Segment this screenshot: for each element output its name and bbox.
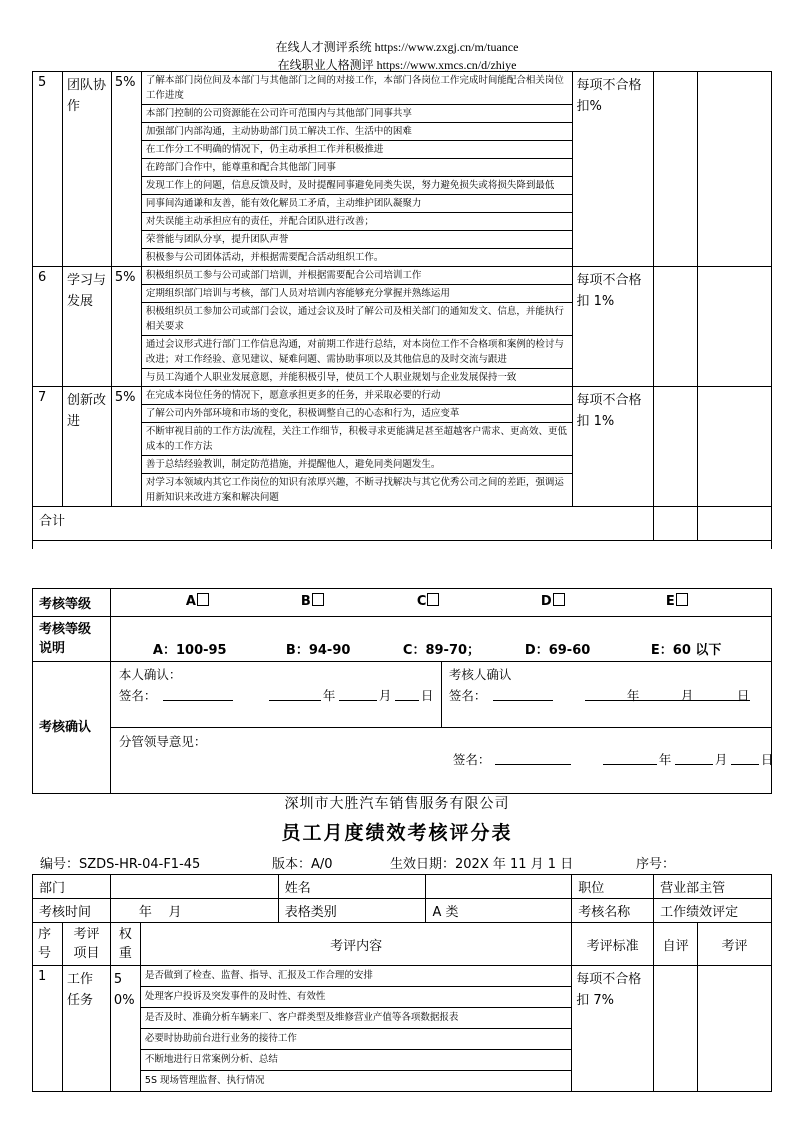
row-standard: 每项不合格扣 1% (572, 387, 654, 507)
detail-item: 发现工作上的问题，信息反馈及时，及时提醒同事避免同类失误，努力避免损失或将损失降到最低 (142, 177, 572, 195)
self-score-cell[interactable] (654, 72, 698, 267)
total-row (33, 507, 772, 541)
row-item: 学习与发展 (62, 267, 111, 387)
detail-item: 了解本部门岗位间及本部门与其他部门之间的对接工作，本部门各岗位工作完成时间能配合相关岗位工作进度 (142, 72, 572, 105)
assessor-year-label: 年 (626, 688, 640, 703)
form-serial: 序号： (636, 857, 676, 872)
row-standard: 每项不合格扣% (572, 72, 654, 267)
grade-desc-d: D：69-60 (524, 643, 591, 658)
detail-item: 通过会议形式进行部门工作信息沟通，对前期工作进行总结，对本岗位工作不合格项和案例的检讨与改进；对工作经验、意见建议、疑难问题、需协助事项以及其他信息的及时交流与跟进 (142, 336, 572, 369)
monthly-evaluation-table (32, 874, 772, 1092)
col-header-self: 自评 (654, 923, 698, 966)
header-line-2: 在线职业人格测评 https://www.xmcs.cn/d/zhiye (277, 58, 517, 72)
dept-value[interactable] (110, 875, 278, 899)
info-row (33, 899, 772, 923)
row-weight: 50% (110, 966, 140, 1092)
detail-item: 定期组织部门培训与考核，部门人员对培训内容能够充分掌握并熟练运用 (142, 285, 572, 303)
row-number: 7 (33, 387, 63, 507)
position-label: 职位 (572, 875, 654, 899)
table-row (33, 966, 772, 1092)
grade-option-b[interactable] (301, 593, 324, 609)
row-number: 5 (33, 72, 63, 267)
eval-score-cell[interactable] (698, 387, 772, 507)
col-header-standard: 考评标准 (572, 923, 654, 966)
total-eval-cell[interactable] (698, 507, 772, 541)
assessor-month-label: 月 (680, 688, 694, 703)
detail-item: 同事间沟通谦和友善，能有效化解员工矛盾，主动维护团队凝聚力 (142, 195, 572, 213)
row-item: 团队协作 (62, 72, 111, 267)
row-standard: 每项不合格扣 1% (572, 267, 654, 387)
spacer-row (33, 541, 772, 549)
detail-item: 积极组织员工参与公司或部门培训，并根据需要配合公司培训工作 (142, 267, 572, 285)
detail-item: 对失误能主动承担应有的责任，并配合团队进行改善； (142, 213, 572, 231)
assessor-day-label: 日 (736, 688, 750, 703)
assessor-sign-label: 签名： (448, 688, 487, 703)
eval-name-label: 考核名称 (572, 899, 654, 923)
self-sign-label: 签名： (118, 688, 157, 703)
row-item: 创新改进 (62, 387, 111, 507)
row-details (141, 267, 572, 387)
detail-item: 在跨部门合作中，能尊重和配合其他部门同事 (142, 159, 572, 177)
row-details (140, 966, 571, 1092)
row-details (141, 72, 572, 267)
leader-sign-line[interactable] (495, 752, 571, 765)
detail-item: 是否做到了检查、监督、指导、汇报及工作合理的安排 (141, 966, 571, 987)
col-header-content: 考评内容 (140, 923, 571, 966)
form-code: 编号：SZDS-HR-04-F1-45 (40, 857, 201, 872)
self-confirm-label: 本人确认： (118, 667, 182, 682)
self-year-line[interactable] (269, 688, 321, 701)
eval-score-cell[interactable] (698, 267, 772, 387)
period-label: 考核时间 (33, 899, 111, 923)
leader-row (33, 728, 772, 794)
col-header-weight: 权重 (110, 923, 140, 966)
leader-year-line[interactable] (603, 752, 657, 765)
assessor-confirm-label: 考核人确认 (448, 667, 512, 682)
form-type-label: 表格类别 (278, 899, 426, 923)
detail-item: 不断地进行日常案例分析、总结 (141, 1050, 571, 1071)
row-item: 工作任务 (62, 966, 110, 1092)
self-day-line[interactable] (395, 688, 419, 701)
table-row (33, 267, 772, 387)
grade-option-label: D (540, 594, 552, 609)
detail-item: 积极组织员工参加公司或部门会议，通过会议及时了解公司及相关部门的通知发文、信息，并能执行相关要求 (142, 303, 572, 336)
eval-score-cell[interactable] (698, 966, 772, 1092)
total-self-cell[interactable] (654, 507, 698, 541)
confirm-label: 考核确认 (33, 662, 111, 794)
row-standard: 每项不合格扣 7% (572, 966, 654, 1092)
grade-row (33, 589, 772, 617)
row-weight: 5% (111, 387, 141, 507)
assessor-sign-line[interactable] (493, 688, 553, 701)
checkbox-icon (676, 593, 688, 606)
evaluation-table-continued (32, 71, 772, 549)
grade-option-label: E (665, 594, 675, 609)
checkbox-icon (197, 593, 209, 606)
col-header-eval: 考评 (698, 923, 772, 966)
confirm-row (33, 662, 772, 728)
detail-item: 处理客户投诉及突发事件的及时性、有效性 (141, 987, 571, 1008)
grade-option-d[interactable] (541, 593, 565, 609)
self-score-cell[interactable] (654, 387, 698, 507)
detail-item: 本部门控制的公司资源能在公司许可范围内与其他部门同事共享 (142, 105, 572, 123)
grade-desc-row (33, 617, 772, 662)
leader-opinion-label: 分管领导意见： (118, 734, 207, 749)
grade-desc-a: A：100-95 (152, 643, 227, 658)
detail-item: 是否及时、准确分析车辆来厂、客户群类型及维修营业产值等各项数据报表 (141, 1008, 571, 1029)
total-label: 合计 (33, 507, 654, 541)
detail-item: 5S 现场管理监督、执行情况 (144, 1075, 265, 1086)
grade-label: 考核等级 (33, 589, 111, 617)
detail-item: 必要时协助前台进行业务的接待工作 (141, 1029, 571, 1050)
self-month-label: 月 (378, 688, 392, 703)
row-number: 1 (33, 966, 63, 1092)
detail-item: 善于总结经验教训，制定防范措施，并提醒他人，避免同类问题发生。 (142, 456, 572, 474)
grade-table (32, 588, 772, 794)
detail-item: 加强部门内部沟通，主动协助部门员工解决工作、生活中的困难 (142, 123, 572, 141)
row-weight: 5% (111, 267, 141, 387)
grade-option-label: C (416, 594, 427, 609)
leader-month-label: 月 (714, 752, 728, 767)
self-month-line[interactable] (339, 688, 377, 701)
detail-item: 在完成本岗位任务的情况下，愿意承担更多的任务，并采取必要的行动 (142, 387, 572, 405)
name-label: 姓名 (278, 875, 426, 899)
form-type-value: A 类 (426, 899, 572, 923)
grade-option-label: B (300, 594, 311, 609)
form-version: 版本：A/0 (272, 857, 333, 872)
column-header-row (33, 923, 772, 966)
detail-item: 对学习本领域内其它工作岗位的知识有浓厚兴趣，不断寻找解决与其它优秀公司之间的差距，强调运用新知识来改进方案和解决问题 (145, 477, 564, 503)
name-value[interactable] (426, 875, 572, 899)
info-row (33, 875, 772, 899)
self-year-label: 年 (322, 688, 336, 703)
leader-day-label: 日 (760, 752, 774, 767)
grade-option-e[interactable] (666, 593, 688, 609)
self-score-cell[interactable] (654, 267, 698, 387)
detail-item: 积极参与公司团体活动，并根据需要配合活动组织工作。 (145, 252, 384, 263)
self-score-cell[interactable] (654, 966, 698, 1092)
header-line-1: 在线人才测评系统 https://www.zxgj.cn/m/tuance (275, 40, 519, 54)
leader-month-line[interactable] (675, 752, 713, 765)
table-row (33, 72, 772, 267)
row-weight: 5% (111, 72, 141, 267)
detail-item: 与员工沟通个人职业发展意愿，并能积极引导，使员工个人职业规划与企业发展保持一致 (145, 372, 517, 383)
eval-name-value: 工作绩效评定 (654, 899, 772, 923)
col-header-no: 序号 (33, 923, 63, 966)
grade-option-c[interactable] (417, 593, 440, 609)
position-value: 营业部主管 (654, 875, 772, 899)
eval-score-cell[interactable] (698, 72, 772, 267)
leader-sign-label: 签名： (452, 752, 491, 767)
row-details (141, 387, 572, 507)
form-title: 员工月度绩效考核评分表 (281, 822, 513, 844)
detail-item: 在工作分工不明确的情况下，仍主动承担工作并积极推进 (142, 141, 572, 159)
checkbox-icon (553, 593, 565, 606)
col-header-item: 考评项目 (62, 923, 110, 966)
self-day-label: 日 (420, 688, 434, 703)
assessor-date-line[interactable] (585, 688, 750, 701)
detail-item: 荣誉能与团队分享，提升团队声誉 (142, 231, 572, 249)
checkbox-icon (427, 593, 439, 606)
grade-desc-e: E：60 以下 (650, 643, 722, 658)
grade-desc-b: B：94-90 (285, 643, 351, 658)
grade-desc-label: 考核等级说明 (33, 617, 111, 662)
checkbox-icon (312, 593, 324, 606)
detail-item: 了解公司内外部环境和市场的变化，积极调整自己的心态和行为，适应变革 (142, 405, 572, 423)
grade-desc-c: C：89-70； (402, 643, 481, 658)
company-name: 深圳市大胜汽车销售服务有限公司 (284, 796, 510, 812)
detail-item: 不断审视目前的工作方法/流程，关注工作细节，积极寻求更能满足甚至超越客户需求、更高效、更低成本的工作方法 (142, 423, 572, 456)
form-effective-date: 生效日期：202X 年 11 月 1 日 (390, 857, 574, 872)
row-number: 6 (33, 267, 63, 387)
grade-option-a[interactable] (186, 593, 209, 609)
grade-option-label: A (185, 594, 196, 609)
dept-label: 部门 (33, 875, 111, 899)
period-value: 年 月 (110, 899, 278, 923)
leader-year-label: 年 (658, 752, 672, 767)
table-row (33, 387, 772, 507)
leader-day-line[interactable] (731, 752, 759, 765)
self-sign-line[interactable] (163, 688, 233, 701)
